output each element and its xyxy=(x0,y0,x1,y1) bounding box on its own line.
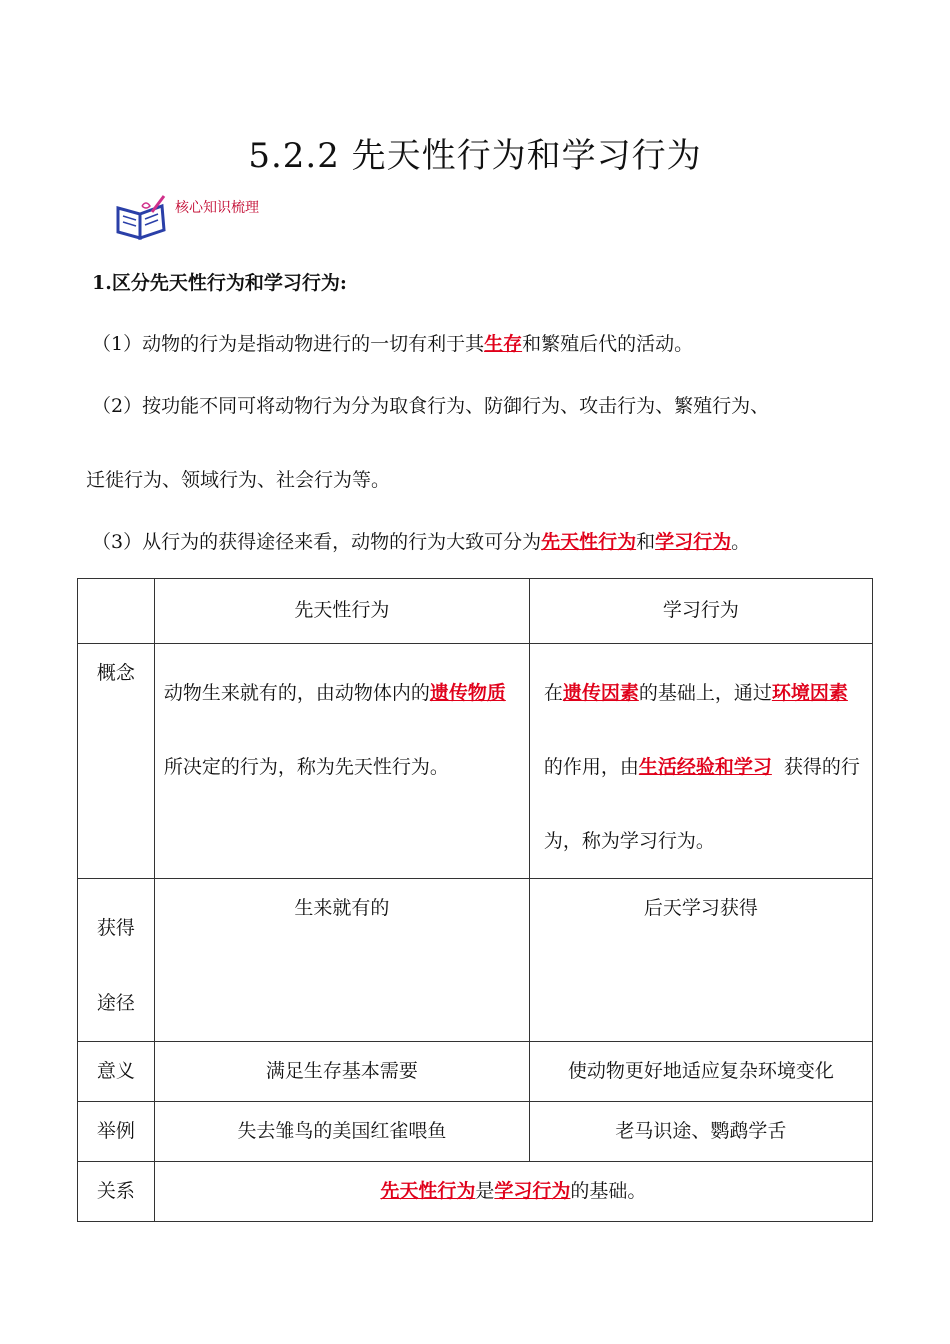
row-label-cell xyxy=(78,1162,155,1222)
row-label-significance: 意义 xyxy=(96,1060,135,1082)
badge-label: 核心知识梳理 xyxy=(175,200,259,216)
comparison-table xyxy=(77,578,873,1222)
relation-key-learned: 学习行为 xyxy=(494,1180,571,1202)
relation-key-innate: 先天性行为 xyxy=(380,1180,476,1202)
table-header-row xyxy=(78,579,873,644)
header-blank-cell xyxy=(78,579,155,644)
relation-text xyxy=(155,1162,872,1203)
acquisition-learned-cell xyxy=(529,879,872,1042)
page-title: 5.2.2 先天性行为和学习行为 xyxy=(248,136,702,176)
concept-learned-text xyxy=(530,644,872,878)
acquisition-innate-text: 生来就有的 xyxy=(294,897,390,919)
concept-learned-t3: 的作用，由 xyxy=(543,756,639,778)
row-label-acquisition xyxy=(78,879,154,1041)
row-label-cell xyxy=(78,1102,155,1162)
concept-innate-key: 遗传物质 xyxy=(429,682,506,704)
p1-text-after: 和繁殖后代的活动。 xyxy=(522,333,694,355)
concept-learned-t2: 的基础上，通过 xyxy=(638,682,772,704)
row-label-concept: 概念 xyxy=(96,662,135,684)
p3-key-innate: 先天性行为 xyxy=(541,531,637,553)
section-heading: 1.区分先天性行为和学习行为: xyxy=(92,272,347,294)
concept-innate-t1: 动物生来就有的，由动物体内的 xyxy=(163,682,430,704)
p1-key-term: 生存 xyxy=(484,333,523,355)
concept-learned-key-3: 生活经验和学习 xyxy=(638,756,772,778)
concept-innate-cell xyxy=(154,644,529,879)
relation-t2: 的基础。 xyxy=(570,1180,647,1202)
p3-text-before: （3）从行为的获得途径来看，动物的行为大致可分为 xyxy=(92,531,542,553)
table-row-acquisition xyxy=(78,879,873,1042)
header-learned-cell xyxy=(529,579,872,644)
table-row-significance xyxy=(78,1042,873,1102)
concept-innate-t2: 所决定的行为，称为先天性行为。 xyxy=(163,756,449,778)
examples-learned-text: 老马识途、鹦鹉学舌 xyxy=(615,1120,787,1142)
section-badge xyxy=(112,192,282,242)
p3-key-learned: 学习行为 xyxy=(655,531,732,553)
table-row-relation xyxy=(78,1162,873,1222)
significance-innate-text: 满足生存基本需要 xyxy=(265,1060,418,1082)
p1-text-before: （1）动物的行为是指动物进行的一切有利于其 xyxy=(92,333,485,355)
concept-learned-key-2: 环境因素 xyxy=(771,682,848,704)
row-label-cell xyxy=(78,879,155,1042)
examples-innate-text: 失去雏鸟的美国红雀喂鱼 xyxy=(237,1120,447,1142)
examples-learned-cell xyxy=(529,1102,872,1162)
header-innate-cell xyxy=(154,579,529,644)
concept-learned-t1: 在 xyxy=(543,682,563,704)
paragraph-1 xyxy=(92,330,693,358)
concept-innate-text xyxy=(155,644,529,804)
paragraph-2-line-2: 迁徙行为、领域行为、社会行为等。 xyxy=(86,469,391,491)
table-row-examples xyxy=(78,1102,873,1162)
concept-learned-cell xyxy=(529,644,872,879)
acquisition-label-line-2: 途径 xyxy=(96,992,135,1014)
row-label-cell xyxy=(78,1042,155,1102)
significance-innate-cell xyxy=(154,1042,529,1102)
relation-t1: 是 xyxy=(475,1180,495,1202)
header-learned-label: 学习行为 xyxy=(662,599,739,621)
acquisition-innate-cell xyxy=(154,879,529,1042)
row-label-relation: 关系 xyxy=(96,1180,135,1202)
concept-learned-key-1: 遗传因素 xyxy=(562,682,639,704)
significance-learned-cell xyxy=(529,1042,872,1102)
concept-learned-t4: 获得的行为，称为学习行为。 xyxy=(543,756,860,852)
paragraph-2-line-1: （2）按功能不同可将动物行为分为取食行为、防御行为、攻击行为、繁殖行为、 xyxy=(92,395,770,417)
paragraph-3 xyxy=(92,528,750,556)
table-row-concept xyxy=(78,644,873,879)
examples-innate-cell xyxy=(154,1102,529,1162)
notebook-icon xyxy=(112,192,170,242)
significance-learned-text: 使动物更好地适应复杂环境变化 xyxy=(567,1060,834,1082)
relation-cell xyxy=(154,1162,872,1222)
acquisition-learned-text: 后天学习获得 xyxy=(643,897,758,919)
row-label-cell xyxy=(78,644,155,879)
p3-text-mid: 和 xyxy=(636,531,656,553)
acquisition-label-line-1: 获得 xyxy=(96,917,135,939)
header-innate-label: 先天性行为 xyxy=(294,599,390,621)
row-label-examples: 举例 xyxy=(96,1120,135,1142)
p3-text-after: 。 xyxy=(731,531,751,553)
